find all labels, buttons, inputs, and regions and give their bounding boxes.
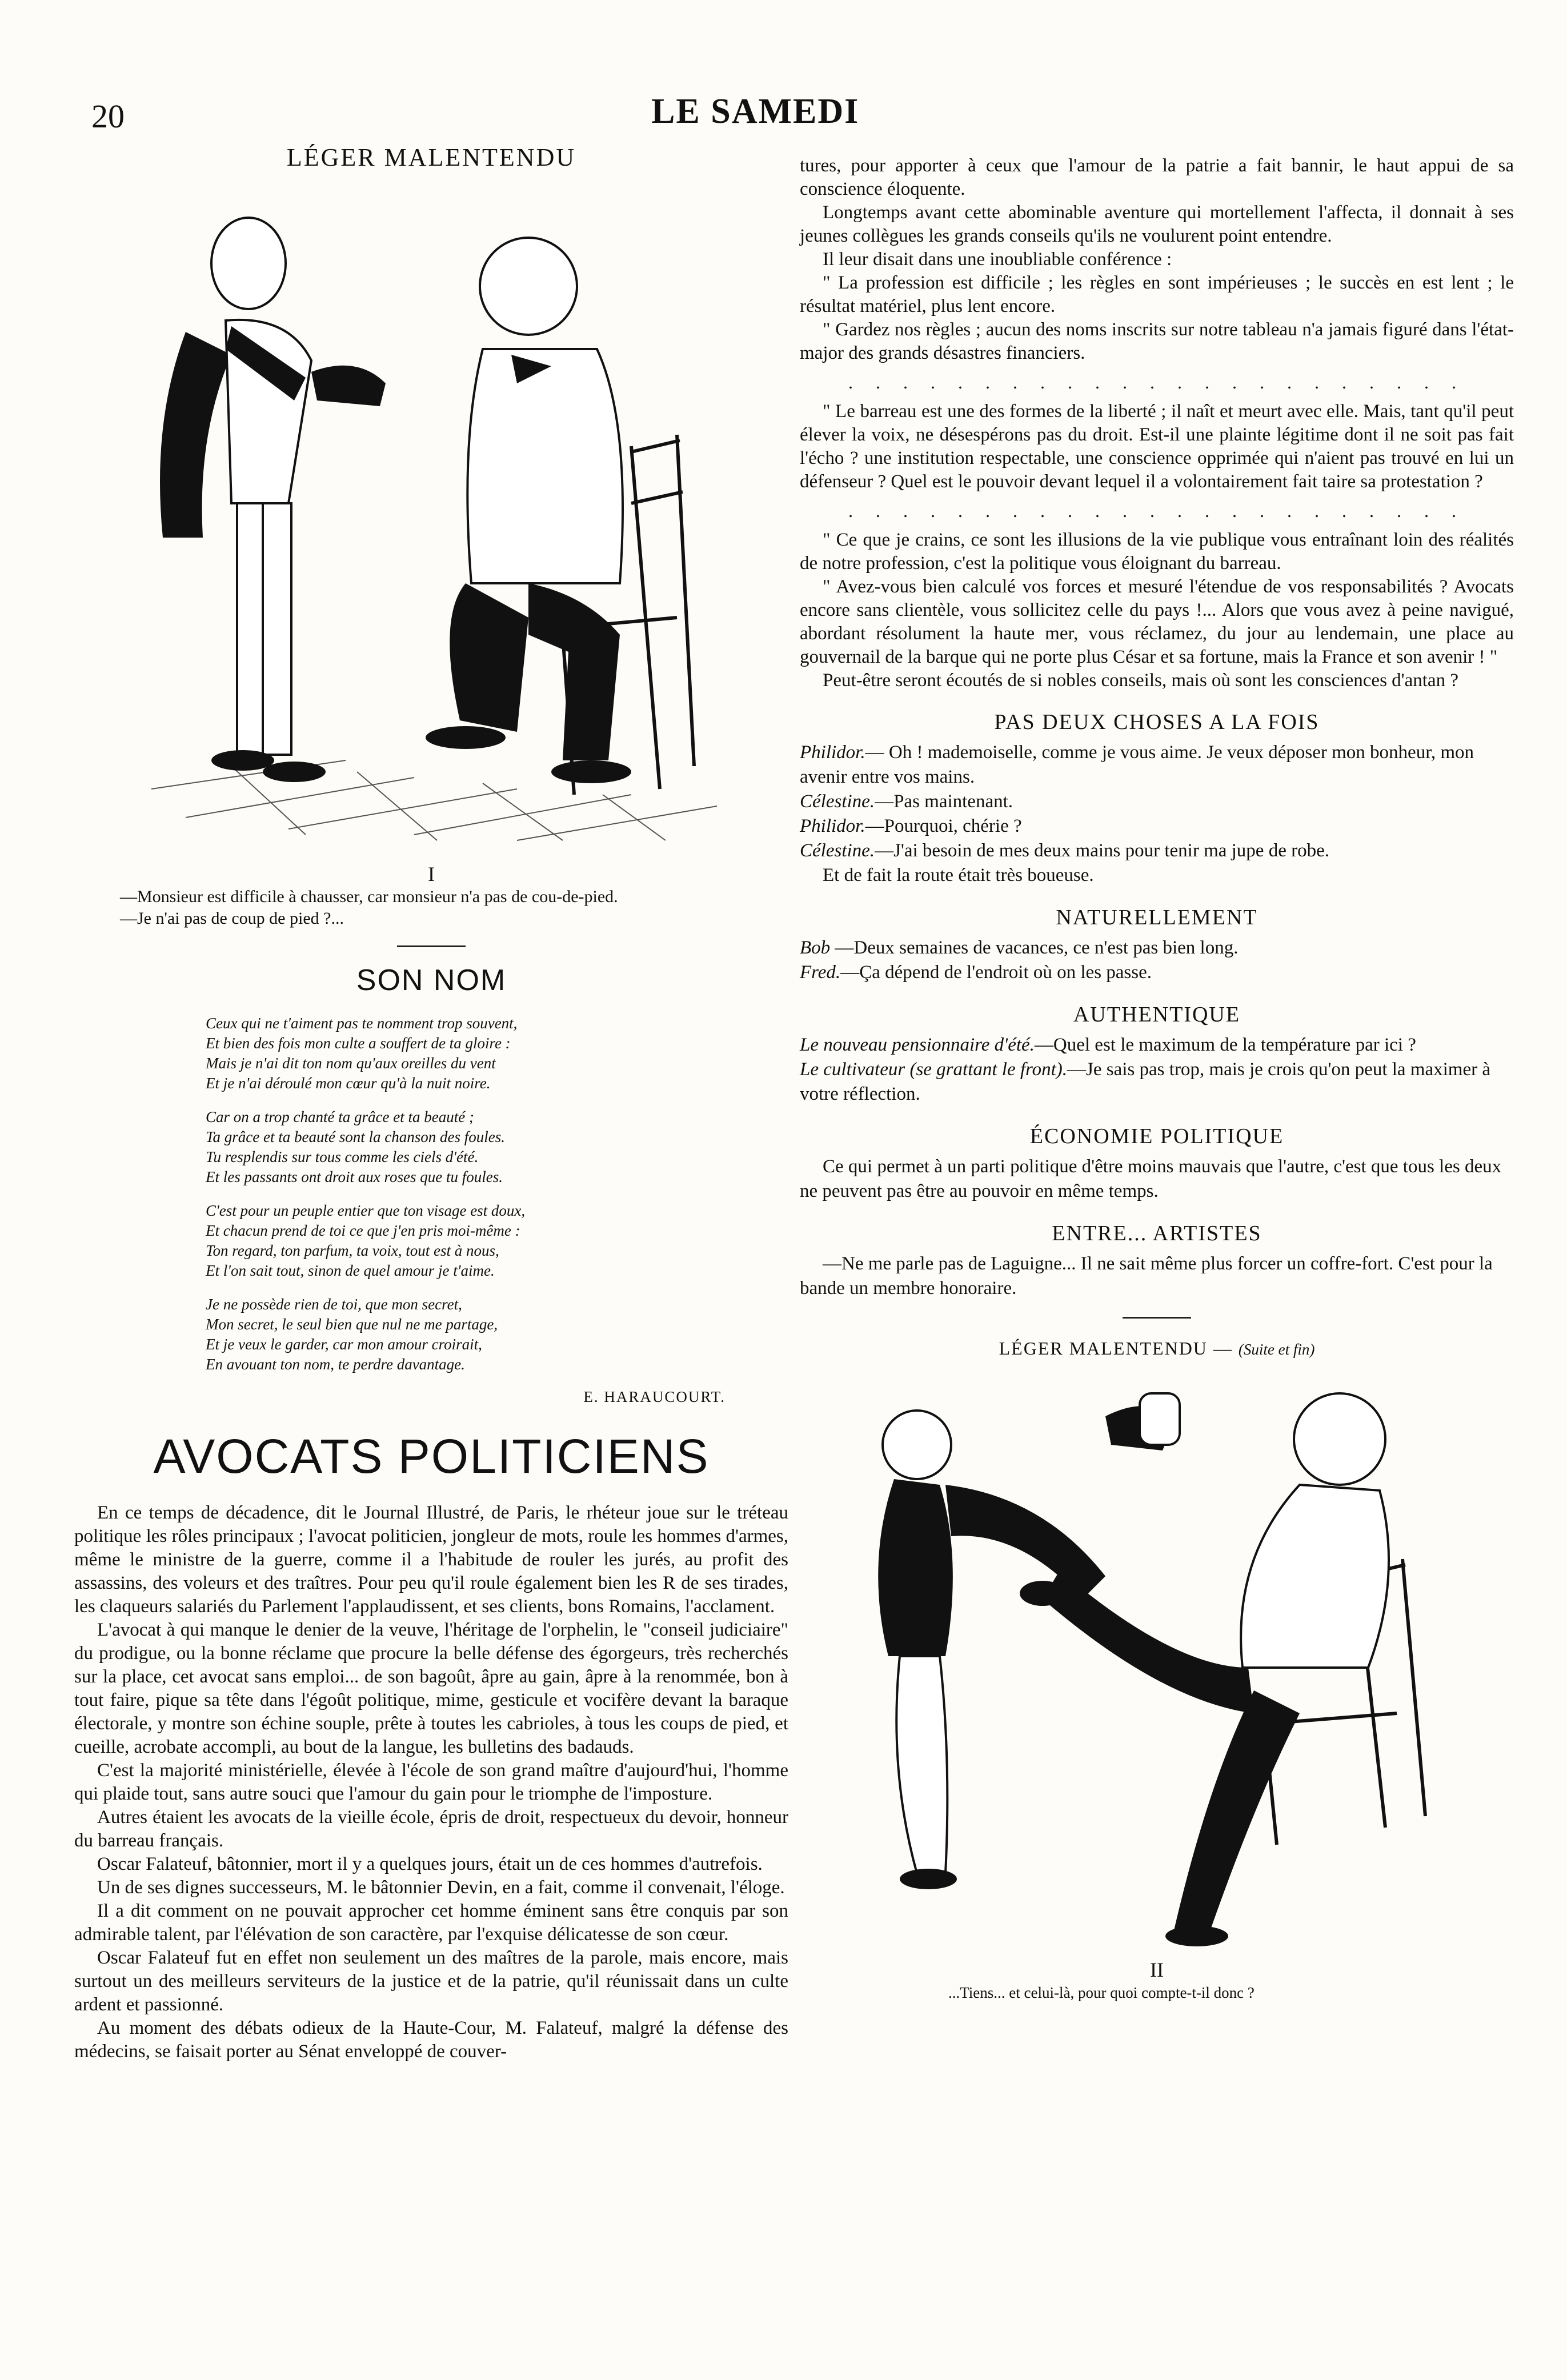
article-paragraph: Autres étaient les avocats de la vieille école, épris de droit, respectueux du devoir, honneur du barreau français. [74, 1807, 788, 1851]
running-title: LE SAMEDI [651, 92, 860, 131]
poem-line: Ta grâce et ta beauté sont la chanson des foules. [206, 1128, 505, 1145]
speaker: Bob [800, 937, 831, 958]
line-text: —Je sais pas trop, mais je crois qu'on peut la maximer à votre réflection. [800, 1059, 1490, 1104]
article-paragraph: Peut-être seront écoutés de si nobles conseils, mais où sont les consciences d'antan ? [823, 670, 1458, 691]
article-title: AVOCATS POLITICIENS [153, 1429, 710, 1483]
cartoon1-title: LÉGER MALENTENDU [286, 143, 576, 171]
article-continuation [800, 154, 1514, 692]
cartoon1-caption-1: —Monsieur est difficile à chausser, car monsieur n'a pas de cou-de-pied. [120, 887, 618, 906]
article-paragraph: En ce temps de décadence, dit le Journal Illustré, de Paris, le rhéteur joue sur le tréteau politique les rôles principaux ; l'avocat politicien, jongleur de mots, roule les hommes d'armes, même le ministre de la guerre, comme il a l'habitude de rouler les jurés, au profit des assassins, des voleurs et des traîtres. Pour peu qu'il roule également bien les R de ses tirades, les claqueurs salariés du Parlement l'applaudissent, et ses clients, bons Romains, l'acclament. [74, 1502, 788, 1617]
divider-rule [397, 945, 466, 947]
poem-stanza [206, 1013, 788, 1093]
poem-stanza [206, 1107, 788, 1187]
poem [206, 1013, 788, 1375]
poem-line: C'est pour un peuple entier que ton visage est doux, [206, 1202, 526, 1219]
poem-stanza [206, 1201, 788, 1281]
dialogue-line [800, 839, 1514, 863]
dialogue-line [800, 790, 1514, 814]
dialogue-line [800, 936, 1514, 960]
poem-line: Et les passants ont droit aux roses que tu foules. [206, 1168, 503, 1185]
speaker: Célestine. [800, 840, 875, 861]
poem-line: Mon secret, le seul bien que nul ne me partage, [206, 1316, 498, 1333]
left-column [74, 143, 788, 2064]
poem-line: Et je veux le garder, car mon amour croirait, [206, 1336, 482, 1353]
joke2-title: NATURELLEMENT [1056, 905, 1258, 929]
poem-stanza [206, 1295, 788, 1375]
poem-title: SON NOM [356, 964, 507, 997]
poem-line: Mais je n'ai dit ton nom qu'aux oreilles du vent [206, 1055, 496, 1072]
joke5-text: —Ne me parle pas de Laguigne... Il ne sait même plus forcer un coffre-fort. C'est pour la bande un membre honoraire. [800, 1253, 1493, 1299]
dialogue-line [800, 1033, 1514, 1057]
poem-author: E. HARAUCOURT. [583, 1388, 726, 1405]
article-paragraph: L'avocat à qui manque le denier de la veuve, l'héritage de l'orphelin, le "conseil judiciaire" du prodigue, ou la bonne réclame que procure la belle défense des égorgeurs, très recherchés sur la place, cet avocat sans emploi... de son bagoût, âpre au gain, âpre à la renommée, bon à tout faire, pique sa tête dans l'égoût politique, mime, gesticule et vocifère devant la baraque électorale, y montre son échine souple, prête à toutes les cabrioles, à tous les coups de pied, et cueille, acrobate accompli, au bout de la langue, les bulletins des badauds. [74, 1620, 788, 1757]
line-text: —Pas maintenant. [875, 791, 1013, 812]
cartoon2-number: II [1150, 1958, 1164, 1981]
line-text: —Quel est le maximum de la température par ici ? [1034, 1035, 1416, 1055]
article-paragraph: " Gardez nos règles ; aucun des noms inscrits sur notre tableau n'a jamais figuré dans l'état-major des grands désastres financiers. [800, 319, 1514, 363]
cartoon1-caption-2: —Je n'ai pas de coup de pied ?... [120, 909, 344, 928]
joke5-title: ENTRE... ARTISTES [1052, 1221, 1262, 1245]
joke4-text: Ce qui permet à un parti politique d'être moins mauvais que l'autre, c'est que tous les deux ne peuvent pas être au pouvoir en même temps. [800, 1156, 1502, 1201]
article-paragraph: Un de ses dignes successeurs, M. le bâtonnier Devin, en a fait, comme il convenait, l'éloge. [97, 1877, 785, 1898]
article-paragraph: C'est la majorité ministérielle, élevée à l'école de son grand maître d'aujourd'hui, l'homme qui plaide tout, sans autre souci que l'amour du gain pour le triomphe de l'imposture. [74, 1760, 788, 1804]
article-paragraph: Il leur disait dans une inoubliable conférence : [823, 249, 1172, 270]
joke1-title: PAS DEUX CHOSES A LA FOIS [994, 710, 1320, 734]
poem-line: En avouant ton nom, te perdre davantage. [206, 1356, 465, 1373]
poem-line: Tu resplendis sur tous comme les ciels d'été. [206, 1148, 479, 1165]
article-paragraph: " Ce que je crains, ce sont les illusions de la vie publique vous entraînant loin des réalités de notre profession, c'est la politique vous éloignant du barreau. [800, 530, 1514, 574]
line-text: —Ça dépend de l'endroit où on les passe. [840, 962, 1152, 983]
line-text: —J'ai besoin de mes deux mains pour tenir ma jupe de robe. [875, 840, 1329, 861]
ellipsis-divider: . . . . . . . . . . . . . . . . . . . . . . . [848, 500, 1465, 521]
line-text: —Pourquoi, chérie ? [865, 816, 1022, 836]
poem-line: Et bien des fois mon culte a souffert de ta gloire : [206, 1035, 511, 1052]
divider-rule [1123, 1317, 1191, 1319]
article-paragraph: Oscar Falateuf fut en effet non seulement un des maîtres de la parole, mais encore, mais surtout un des meilleurs serviteurs de la justice et de la patrie, qu'il réunissait dans un culte ardent et passionné. [74, 1948, 788, 2015]
article-paragraph: Il a dit comment on ne pouvait approcher cet homme éminent sans être conquis par son admirable talent, par l'élévation de son caractère, par l'exquise délicatesse de son cœur. [74, 1901, 788, 1945]
article-paragraph: Oscar Falateuf, bâtonnier, mort il y a quelques jours, était un de ces hommes d'autrefois. [97, 1854, 763, 1874]
article-paragraph: " Avez-vous bien calculé vos forces et mesuré l'étendue de vos responsabilités ? Avocats encore sans clientèle, vous sollicitez celle du pays !... Alors que vous avez à peine navigué, abordant résolument la haute mer, vous réclamez, du jour au lendemain, une place au gouvernail de la barque qui ne porte plus César et sa fortune, mais la France et son avenir ! " [800, 576, 1514, 667]
poem-line: Et l'on sait tout, sinon de quel amour je t'aime. [206, 1262, 495, 1279]
poem-line: Et chacun prend de toi ce que j'en pris moi-même : [206, 1222, 520, 1239]
line-text: —Deux semaines de vacances, ce n'est pas bien long. [830, 937, 1239, 958]
dialogue-line [800, 814, 1514, 839]
cartoon2-subtitle: (Suite et fin) [1238, 1341, 1315, 1358]
cartoon2-illustration [854, 1371, 1460, 1953]
cartoon2-title [800, 1338, 1514, 1359]
dialogue-line [800, 863, 1514, 888]
poem-line: Car on a trop chanté ta grâce et ta beauté ; [206, 1108, 474, 1125]
line-text: — Oh ! mademoiselle, comme je vous aime. Je veux déposer mon bonheur, mon avenir entre vos mains. [800, 742, 1474, 787]
cartoon2-drawing [854, 1371, 1460, 1953]
cartoon2-title-main: LÉGER MALENTENDU — [999, 1338, 1233, 1359]
speaker: Philidor. [800, 742, 865, 763]
article-body [74, 1501, 788, 2064]
poem-line: Et je n'ai déroulé mon cœur qu'à la nuit noire. [206, 1075, 491, 1092]
ellipsis-divider: . . . . . . . . . . . . . . . . . . . . . . . [848, 372, 1465, 392]
article-paragraph: " La profession est difficile ; les règles en sont impérieuses ; le succès en est lent ; le résultat matériel, plus lent encore. [800, 273, 1514, 316]
poem-line: Ceux qui ne t'aiment pas te nomment trop souvent, [206, 1015, 518, 1032]
dialogue-line [800, 740, 1514, 790]
speaker: Le cultivateur (se grattant le front). [800, 1059, 1068, 1080]
poem-line: Ton regard, ton parfum, ta voix, tout est à nous, [206, 1242, 499, 1259]
speaker: Philidor. [800, 816, 865, 836]
joke4-title: ÉCONOMIE POLITIQUE [1029, 1124, 1284, 1148]
page-number: 20 [91, 98, 125, 135]
cartoon2-caption: ...Tiens... et celui-là, pour quoi compte-t-il donc ? [948, 1984, 1255, 2001]
cartoon1-drawing [117, 183, 746, 858]
article-paragraph: Longtemps avant cette abominable aventure qui mortellement l'affecta, il donnait à ses jeunes collègues les grands conseils qu'ils ne voulurent point entendre. [800, 202, 1514, 246]
article-paragraph: tures, pour apporter à ceux que l'amour de la patrie a fait bannir, le haut appui de sa conscience éloquente. [800, 155, 1514, 199]
dialogue-line [800, 960, 1514, 985]
right-column [800, 154, 1514, 2004]
speaker: Célestine. [800, 791, 875, 812]
cartoon1-illustration [117, 183, 746, 858]
joke3-title: AUTHENTIQUE [1073, 1003, 1241, 1027]
speaker: Le nouveau pensionnaire d'été. [800, 1035, 1035, 1055]
article-paragraph: " Le barreau est une des formes de la liberté ; il naît et meurt avec elle. Mais, tant qu'il peut élever la voix, ne désespérons pas du droit. Est-il une plainte légitime dont il ne soit pas fait l'écho ? une institution respectable, une conscience opprimée qui n'aient pas trouvé en lui un défenseur ? Quel est le pouvoir devant lequel il a volontairement fait taire sa protestation ? [800, 401, 1514, 492]
poem-line: Je ne possède rien de toi, que mon secret, [206, 1296, 462, 1313]
dialogue-line [800, 1057, 1514, 1107]
article-paragraph: Au moment des débats odieux de la Haute-Cour, M. Falateuf, malgré la défense des médecins, se faisait porter au Sénat enveloppé de couver- [74, 2018, 788, 2062]
speaker: Fred. [800, 962, 841, 983]
line-text: Et de fait la route était très boueuse. [823, 865, 1094, 886]
cartoon1-number: I [428, 863, 435, 886]
